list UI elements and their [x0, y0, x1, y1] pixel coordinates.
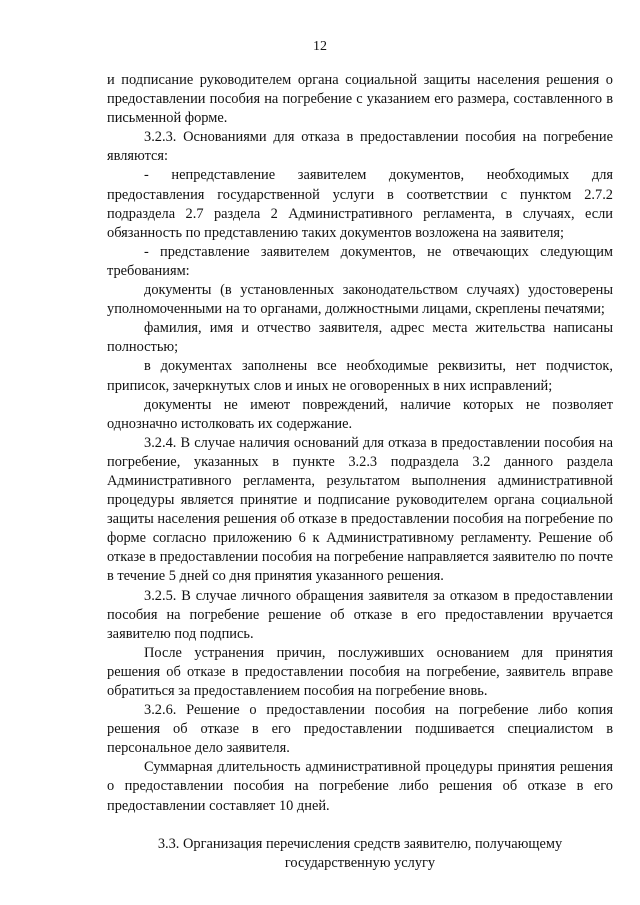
- paragraph-total-duration: Суммарная длительность административной процедуры принятия решения о предоставлении пособия на погребение либо решения об отказе в его предоставлении составляет 10 дней.: [107, 759, 613, 814]
- paragraph-3-2-3: 3.2.3. Основаниями для отказа в предоставлении пособия на погребение являются:: [107, 129, 613, 165]
- paragraph-3-2-5: 3.2.5. В случае личного обращения заявителя за отказом в предоставлении пособия на погребение решение об отказе в его предоставлении вручается заявителю под подпись.: [107, 587, 613, 642]
- section-title-line-2: государственную услугу: [284, 854, 436, 871]
- paragraph-3-2-6: 3.2.6. Решение о предоставлении пособия на погребение либо копия решения об отказе в его предоставлении подшивается специалистом в персональное дело заявителя.: [107, 702, 613, 757]
- page-number: 12: [313, 39, 327, 54]
- paragraph-decision-continuation: и подписание руководителем органа социальной защиты населения решения о предоставлении пособия на погребение с указанием его размера, составленного в письменной форме.: [107, 72, 613, 127]
- paragraph-non-submission: - непредставление заявителем документов, необходимых для предоставления государственной услуги в соответствии с пунктом 2.7.2 подраздела 2.7 раздела 2 Административного регламента, в случаях, если обязанность по представлению таких документов возложена на заявителя;: [107, 167, 613, 241]
- paragraph-requisites: в документах заполнены все необходимые реквизиты, нет подчисток, приписок, зачеркнутых слов и иных не оговоренных в них исправлений;: [107, 358, 613, 394]
- paragraph-no-damage: документы не имеют повреждений, наличие которых не позволяет однозначно истолковать их содержание.: [107, 396, 613, 432]
- paragraph-certified-documents: документы (в установленных законодательством случаях) удостоверены уполномоченными на то органами, должностными лицами, скреплены печатями;: [107, 282, 613, 318]
- section-title-line-1: 3.3. Организация перечисления средств заявителю, получающему: [157, 835, 563, 852]
- paragraph-3-2-4: 3.2.4. В случае наличия оснований для отказа в предоставлении пособия на погребение, указанных в пункте 3.2.3 подраздела 3.2 данного раздела Административного регламента, результатом выполнения административной процедуры является принятие и подписание руководителем органа социальной защиты населения решения об отказе в предоставлении пособия на погребение по форме согласно приложению 6 к Административному регламенту. Решение об отказе в предоставлении пособия на погребение направляется заявителю по почте в течение 5 дней со дня принятия указанного решения.: [107, 434, 613, 585]
- paragraph-non-compliant-documents: - представление заявителем документов, не отвечающих следующим требованиям:: [107, 243, 613, 279]
- paragraph-full-name-address: фамилия, имя и отчество заявителя, адрес места жительства написаны полностью;: [107, 320, 613, 356]
- document-body: [107, 71, 613, 873]
- paragraph-reapply: После устранения причин, послуживших основанием для принятия решения об отказе в предоставлении пособия на погребение, заявитель вправе обратиться за предоставлением пособия на погребение вновь.: [107, 644, 613, 699]
- section-title-3-3: [107, 835, 613, 873]
